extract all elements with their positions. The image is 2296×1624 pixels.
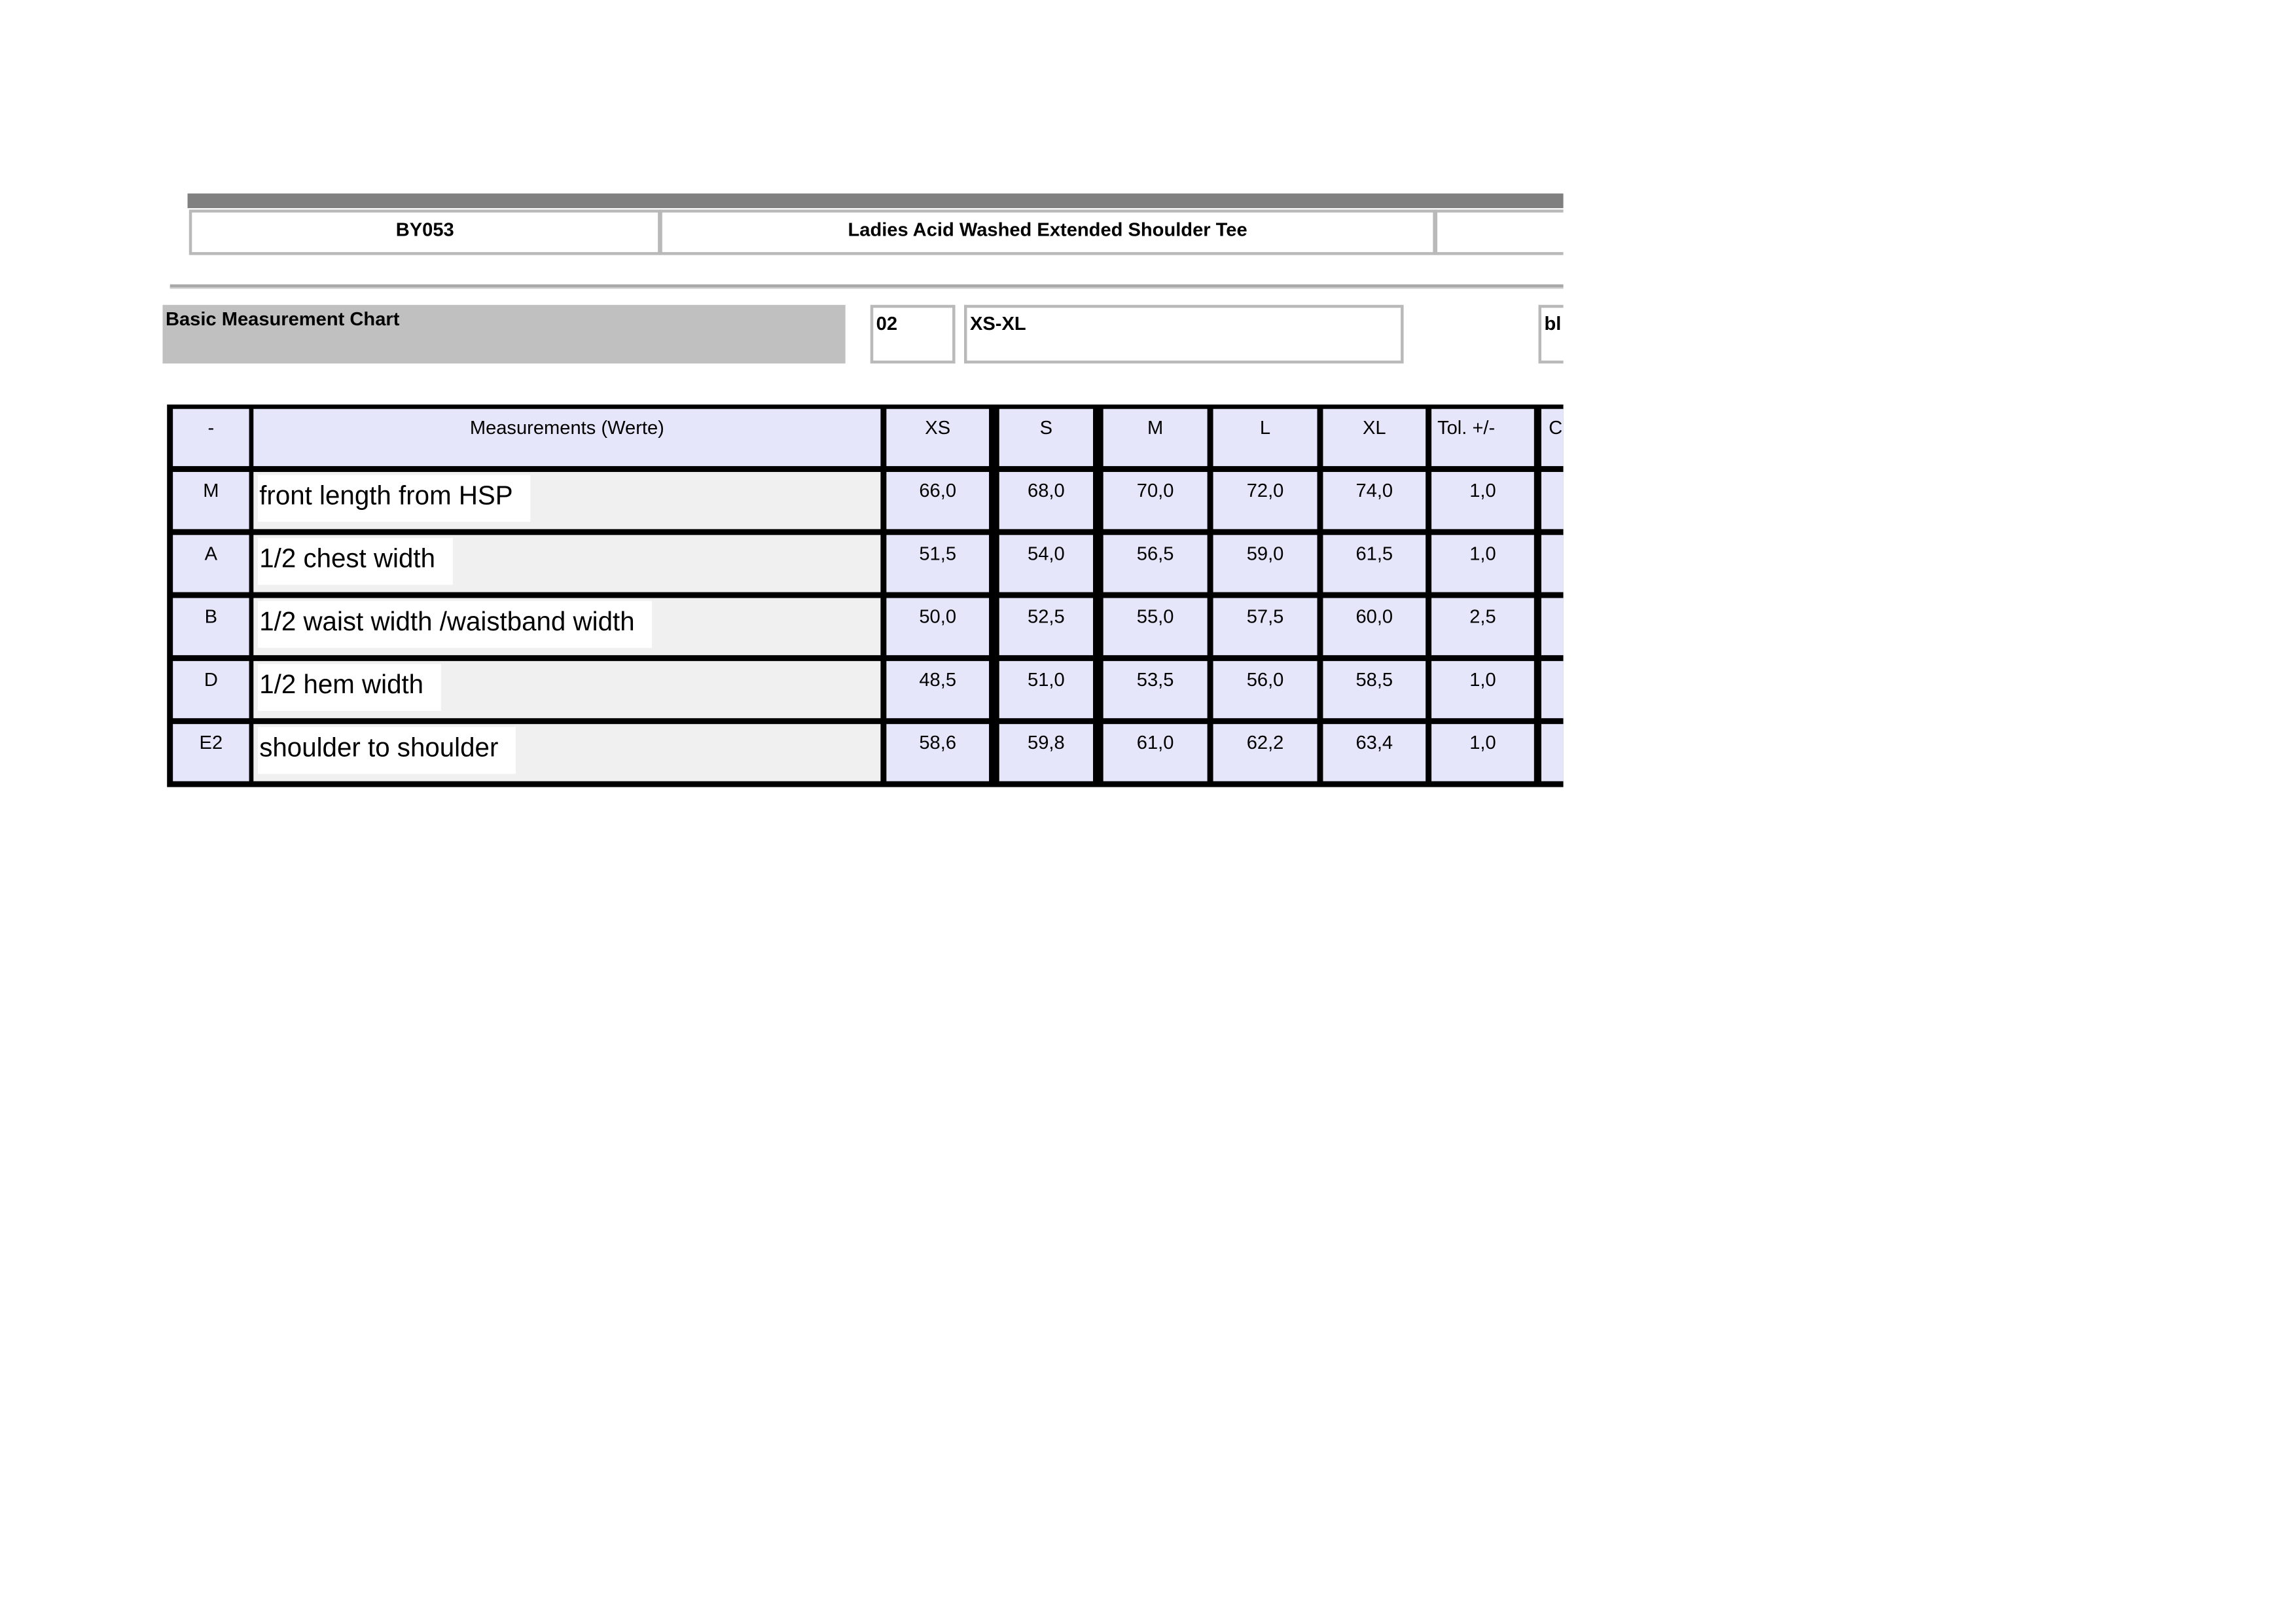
row-value-l: 62,2 — [1213, 724, 1318, 781]
row-value-s: 54,0 — [999, 535, 1093, 592]
row-value-m: 55,0 — [1103, 598, 1208, 655]
chart-title-label: Basic Measurement Chart — [162, 305, 845, 364]
row-value-s: 52,5 — [999, 598, 1093, 655]
row-value-s: 68,0 — [999, 472, 1093, 529]
column-header-code: - — [173, 409, 249, 466]
row-value-m: 70,0 — [1103, 472, 1208, 529]
column-header-l: L — [1213, 409, 1318, 466]
row-description: shoulder to shoulder — [258, 727, 516, 774]
row-code: B — [173, 598, 249, 655]
header-third-field — [1435, 209, 1564, 255]
row-value-xs: 50,0 — [886, 598, 989, 655]
row-truncated-cell — [1541, 472, 1564, 529]
column-header-tolerance: Tol. +/- — [1431, 409, 1534, 466]
row-value-l: 56,0 — [1213, 661, 1318, 718]
row-truncated-cell — [1541, 535, 1564, 592]
row-value-xl: 60,0 — [1323, 598, 1426, 655]
row-value-xs: 58,6 — [886, 724, 989, 781]
row-value-xs: 66,0 — [886, 472, 989, 529]
chart-code-field: 02 — [870, 305, 956, 364]
header-separator — [170, 284, 1564, 289]
row-value-xs: 51,5 — [886, 535, 989, 592]
measurement-table — [167, 405, 1563, 787]
row-description-cell — [253, 724, 880, 781]
row-description: 1/2 chest width — [258, 538, 453, 585]
header-top-bar — [188, 194, 1564, 208]
row-value-m: 56,5 — [1103, 535, 1208, 592]
row-tolerance: 1,0 — [1431, 724, 1534, 781]
row-value-m: 53,5 — [1103, 661, 1208, 718]
column-header-xs: XS — [886, 409, 989, 466]
row-value-l: 59,0 — [1213, 535, 1318, 592]
column-header-measurements: Measurements (Werte) — [253, 409, 880, 466]
row-value-s: 59,8 — [999, 724, 1093, 781]
column-header-xl: XL — [1323, 409, 1426, 466]
row-description-cell — [253, 472, 880, 529]
column-header-truncated: C — [1541, 409, 1564, 466]
row-value-l: 57,5 — [1213, 598, 1318, 655]
row-code: E2 — [173, 724, 249, 781]
row-description: 1/2 hem width — [258, 664, 441, 711]
row-value-m: 61,0 — [1103, 724, 1208, 781]
style-code-field: BY053 — [189, 209, 661, 255]
row-value-l: 72,0 — [1213, 472, 1318, 529]
row-truncated-cell — [1541, 661, 1564, 718]
column-header-m: M — [1103, 409, 1208, 466]
column-header-s: S — [999, 409, 1093, 466]
row-description: front length from HSP — [258, 475, 531, 522]
row-tolerance: 1,0 — [1431, 472, 1534, 529]
row-code: D — [173, 661, 249, 718]
row-description-cell — [253, 598, 880, 655]
row-truncated-cell — [1541, 724, 1564, 781]
row-description-cell — [253, 535, 880, 592]
row-code: M — [173, 472, 249, 529]
style-name-field: Ladies Acid Washed Extended Shoulder Tee — [659, 209, 1435, 255]
row-tolerance: 1,0 — [1431, 661, 1534, 718]
row-value-s: 51,0 — [999, 661, 1093, 718]
row-value-xl: 61,5 — [1323, 535, 1426, 592]
row-value-xl: 74,0 — [1323, 472, 1426, 529]
row-tolerance: 2,5 — [1431, 598, 1534, 655]
row-code: A — [173, 535, 249, 592]
row-description: 1/2 waist width /waistband width — [258, 601, 652, 648]
size-range-field: XS-XL — [964, 305, 1404, 364]
row-value-xl: 58,5 — [1323, 661, 1426, 718]
truncated-info-field: bl — [1539, 305, 1564, 364]
row-description-cell — [253, 661, 880, 718]
row-truncated-cell — [1541, 598, 1564, 655]
row-tolerance: 1,0 — [1431, 535, 1534, 592]
row-value-xs: 48,5 — [886, 661, 989, 718]
row-value-xl: 63,4 — [1323, 724, 1426, 781]
